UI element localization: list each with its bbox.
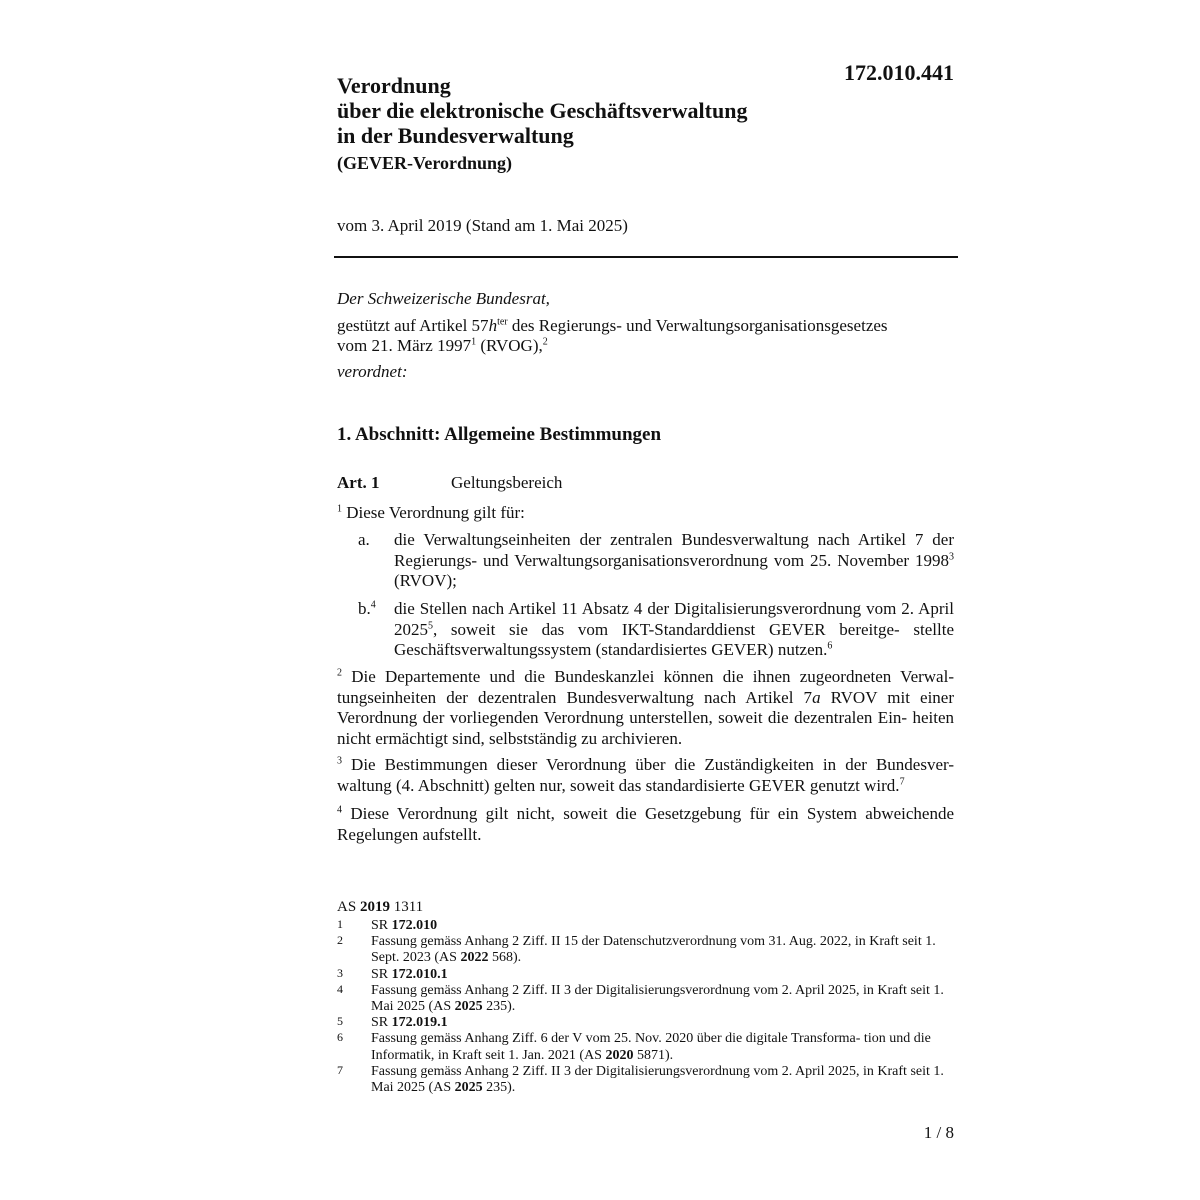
header-divider — [334, 256, 958, 258]
list-item-a — [358, 530, 954, 592]
article-number: Art. 1 — [337, 473, 380, 492]
footnotes — [337, 918, 957, 1096]
footnote: 2 Fassung gemäss Anhang 2 Ziff. II 15 der Datenschutzverordnung vom 31. Aug. 2022, in Kraft seit 1. Sept. 2023 (AS 2022 568). — [337, 933, 936, 966]
footnote-ref[interactable]: 5 — [428, 619, 433, 631]
document-title — [337, 73, 747, 148]
legal-basis: gestützt auf Artikel $57h^{ter}$ des Regierungs- und Verwaltungsorganisationsgesetzes vom 21. März 1997$^1$ (RVOG),$^2$ — [337, 316, 888, 355]
document-subtitle: (GEVER-Verordnung) — [337, 153, 513, 173]
title-line: in der Bundesverwaltung — [337, 123, 574, 148]
article-heading — [337, 473, 562, 493]
page-number: 1 / 8 — [923, 1123, 954, 1142]
paragraph-4: $^4$ Diese Verordnung gilt nicht, soweit die Gesetzgebung für ein System abweichende Regelungen aufstellt. — [337, 804, 954, 844]
footnote: 7 Fassung gemäss Anhang 2 Ziff. II 3 der Digitalisierungsverordnung vom 2. April 2025, in Kraft seit 1. Mai 2025 (AS 2025 235). — [337, 1062, 944, 1096]
footnote: 3 SR 172.010.1 — [337, 965, 448, 982]
list-item-b — [358, 599, 954, 661]
footnote-ref[interactable]: 1 — [471, 336, 477, 348]
footnote-ref[interactable]: 6 — [827, 640, 833, 652]
section-heading: 1. Abschnitt: Allgemeine Bestimmungen — [337, 424, 662, 445]
list-item-text: die Stellen nach Artikel 11 Absatz 4 der Digitalisierungsverordnung vom 2. April 2025$^5$, soweit sie das vom IKT-Standarddienst GEVER bereitge- stellte Geschäftsverwaltungssystem (standardisiertes GEVER) nutzen.$^6$ — [394, 599, 954, 659]
footnote-ref[interactable]: 2 — [542, 336, 548, 348]
enacting-authority: Der Schweizerische Bundesrat, — [337, 289, 550, 308]
footnote: 1 SR 172.010 — [337, 917, 438, 933]
list-marker: b.$^4$ — [358, 599, 376, 618]
footnote: 5 SR 172.019.1 — [337, 1014, 448, 1031]
list-marker: a. — [358, 530, 370, 549]
footnote-ref[interactable]: 3 — [949, 550, 954, 562]
footnote-ref[interactable]: 4 — [370, 599, 376, 611]
footnote-ref[interactable]: 7 — [899, 775, 905, 787]
article-title: Geltungsbereich — [451, 473, 563, 492]
sr-number: 172.010.441 — [844, 60, 954, 85]
paragraph-1: $^1$ Diese Verordnung gilt für: — [337, 503, 525, 522]
footnote: 4 Fassung gemäss Anhang 2 Ziff. II 3 der Digitalisierungsverordnung vom 2. April 2025, in Kraft seit 1. Mai 2025 (AS 2025 235). — [337, 981, 944, 1015]
title-line: über die elektronische Geschäftsverwaltung — [337, 98, 748, 123]
title-line: Verordnung — [337, 73, 451, 98]
list-item-text: die Verwaltungseinheiten der zentralen Bundesverwaltung nach Artikel 7 der Regierungs- und Verwaltungsorganisationsverordnung vom 25. November 1998$^3$ (RVOV); — [394, 530, 954, 590]
decrees-line: verordnet: — [337, 362, 408, 381]
footnote: 6 Fassung gemäss Anhang Ziff. 6 der V vom 25. Nov. 2020 über die digitale Transforma- tion und die Informatik, in Kraft seit 1. Jan. 2021 (AS 2020 5871). — [337, 1030, 931, 1063]
paragraph-2: $^2$ Die Departemente und die Bundeskanzlei können die ihnen zugeordneten Verwal- tungseinheiten der dezentralen Bundesverwaltung nach Artikel 7a RVOV mit einer Verordnung der vorliegenden Verordnung unterstellen, soweit die dezentralen Ein- heiten nicht ermächtigt sind, selbstständig zu archivieren. — [337, 667, 954, 748]
document-date: vom 3. April 2019 (Stand am 1. Mai 2025) — [337, 216, 628, 235]
paragraph-3: $^3$ Die Bestimmungen dieser Verordnung über die Zuständigkeiten in der Bundesver- waltung (4. Abschnitt) gelten nur, soweit das standardisierte GEVER genutzt wird.$^7$ — [337, 755, 954, 795]
official-collection-ref: AS 2019 1311 — [337, 899, 424, 915]
